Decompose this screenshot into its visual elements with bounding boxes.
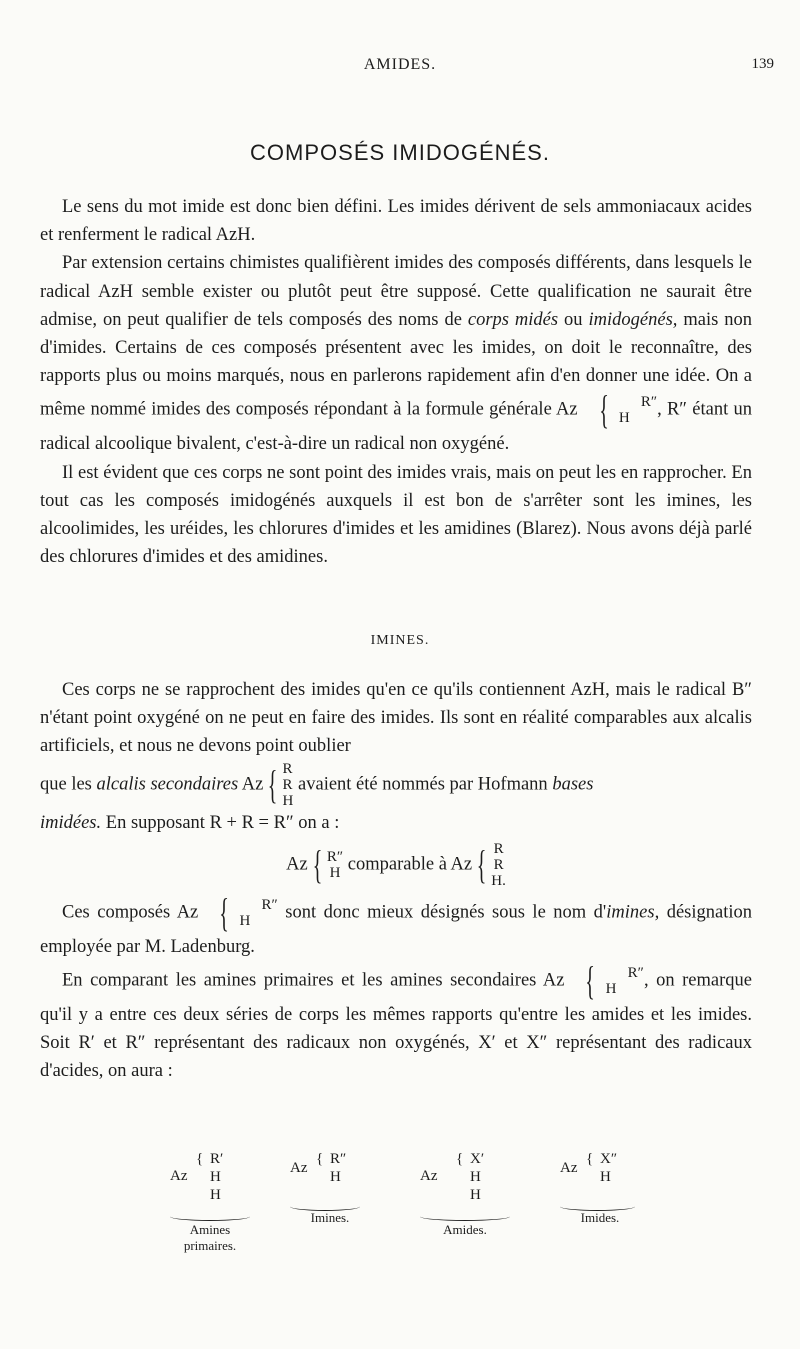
subhead-imines: IMINES. [370, 633, 430, 648]
running-head: AMIDES. [363, 56, 437, 73]
paragraph-7: Ces composés Az { R″ H sont donc mieux désignés sous le nom d'imines, désignation employée par M. Ladenburg. [40, 889, 752, 957]
paragraph-6: imidées. En supposant R + R = R″ on a : [40, 812, 340, 833]
body-text-top [40, 193, 752, 571]
comparison-formula: Az { R″ H comparable à Az { R R H. [286, 840, 506, 889]
formula-r2-h: R″ H [618, 394, 658, 427]
paragraph-2: Par extension certains chimistes qualifièrent imides des composés différents, dans lesquels le radical AzH semble exister ou plutôt peut être supposé. Cette qualification ne saurait être admise, on peut qualifier de tels composés des noms de corps midés ou imidogénés, mais non d'imides. Certains de ces composés présentent avec les imides, on doit le reconnaître, des rapports plus ou moins marqués, nous en parlerons rapidement afin d'en donner une idée. On a même nommé imides des composés répondant à la formule générale Az { R″ H , R″ étant un radical alcoolique bivalent, c'est-à-dire un radical non oxygéné. [40, 253, 752, 455]
paragraph-5: que les alcalis secondaires Az { R R H avaient été nommés par Hofmann bases [40, 760, 594, 809]
body-text-imines [40, 676, 752, 1086]
paragraph-8: En comparant les amines primaires et les amines secondaires Az { R″ H , on remarque qu'il y a entre ces deux séries de corps les mêmes rapports qu'entre les amides et les imides. Soit R′ et R″ représentant des radicaux non oxygénés, X′ et X″ représentant des radicaux d'acides, on aura : [40, 958, 752, 1082]
paragraph-3: Il est évident que ces corps ne sont point des imides vrais, mais on peut les en rapprocher. En tout cas les composés imidogénés auxquels il est bon de s'arrêter sont les imines, les alcoolimides, les uréides, les chlorures d'imides et les amidines (Blarez). Nous avons déjà parlé des chlorures d'imides et des amidines. [40, 462, 752, 568]
paragraph-4: Ces corps ne se rapprochent des imides qu'en ce qu'ils contiennent AzH, mais le radical B″ n'étant point oxygéné on ne peut en faire des imides. Ils sont en réalité comparables aux alcalis artificiels, et nous ne devons point oublier [40, 680, 752, 757]
formula-secondary-alkali: R R H [282, 760, 294, 809]
comparison-table: Az { R′ H H Amines primaires. Az { R″ H Imines. Az { X′ H H Amides. Az { X″ H Imides. [170, 1150, 650, 1280]
section-title: COMPOSÉS IMIDOGÉNÉS. [250, 140, 550, 165]
page-number: 139 [751, 56, 774, 72]
paragraph-1: Le sens du mot imide est donc bien défini. Les imides dérivent de sels ammoniacaux acides et renferment le radical AzH. [40, 197, 752, 246]
